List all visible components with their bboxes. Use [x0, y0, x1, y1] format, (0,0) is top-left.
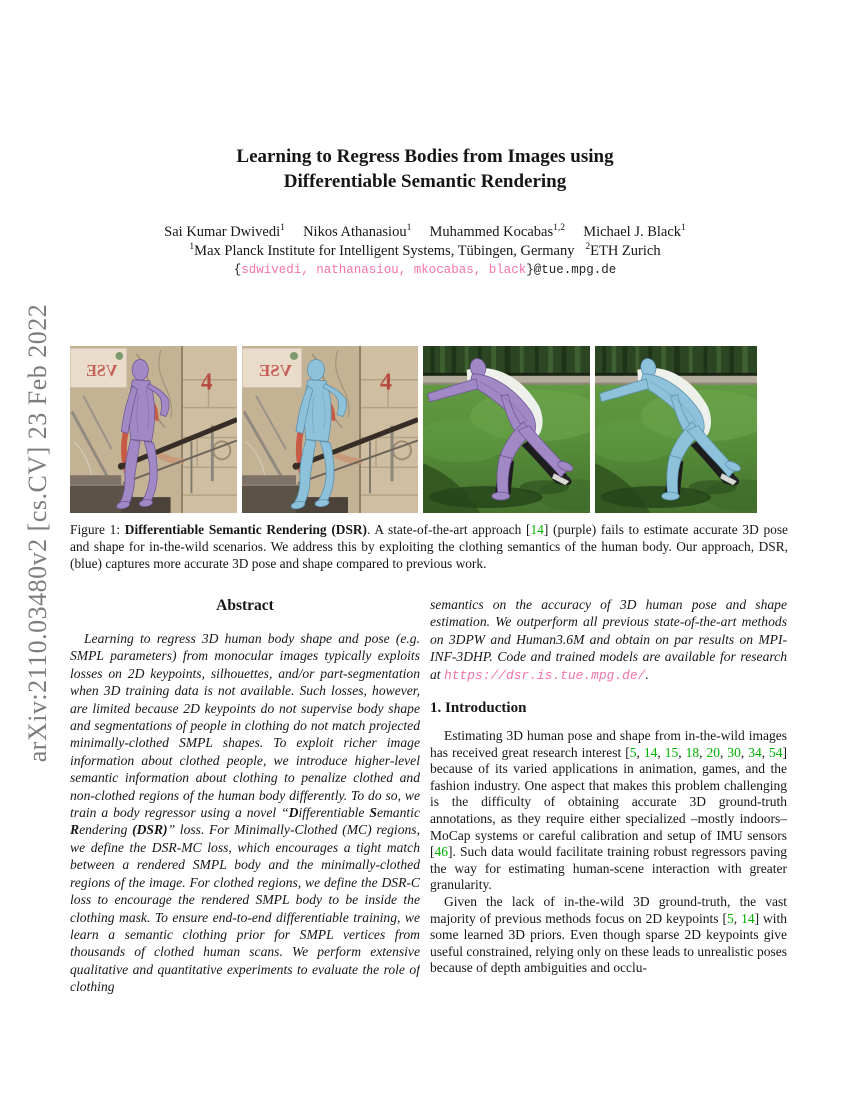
text-segment: ] with some learned 3D priors. Even though sparse 2D keypoints give useful constrained, relying only on these leads to unrealistic poses because of depth ambiguities and occlu-	[430, 910, 787, 976]
text-segment: R	[70, 822, 80, 838]
text-segment: Nikos Athanasiou	[303, 224, 407, 240]
citation-link[interactable]: 15	[664, 744, 679, 760]
text-segment: ] because of its varied applications in animation, games, and the fashion industry. One aspect that makes this problem challenging is the difficulty of obtaining accurate 3D ground-truth annotations, as they require either specialized –mostly indoors– MoCap systems or careful calibration and setup of IMU sensors [	[430, 744, 787, 860]
text-segment: 1	[406, 222, 412, 234]
figure-panel-lawn-blue	[595, 346, 757, 513]
text-segment: {	[233, 263, 242, 277]
citation-link[interactable]: 5	[629, 744, 637, 760]
citation-link[interactable]: 30	[727, 744, 741, 760]
citation-link[interactable]: 18	[685, 744, 700, 760]
hyperlink[interactable]: https://dsr.is.tue.mpg.de/	[443, 667, 646, 683]
text-segment: 1	[280, 222, 285, 234]
title-line-2: Differentiable Semantic Rendering	[283, 171, 567, 192]
text-segment: ,	[719, 744, 728, 760]
text-segment: ] (purple) fails to estimate accurate 3D pose and shape for in-the-wild scenarios. We address this by exploiting the clothing semantics of the human body. Our approach, DSR, (blue) captures more accurate 3D pose and shape compared to previous work.	[70, 522, 788, 572]
text-segment: ]. Such data would facilitate training robust regressors paving the way for estimating human-scene interaction with greater granularity.	[430, 844, 787, 893]
author-line	[0, 224, 850, 241]
citation-link[interactable]: 46	[434, 844, 448, 860]
introduction-heading: 1. Introduction	[430, 700, 527, 717]
text-segment: Differentiable Semantic Rendering (DSR)	[124, 522, 368, 537]
text-segment: ” loss. For Minimally-Clothed (MC) regions, we define the DSR-MC loss, which encourages a tight match between a rendered SMPL body and the minimally-clothed regions of the image. For clothed regions, we define the DSR-C loss to encourage the rendered SMPL body to be inside the clothing mask. To ensure end-to-end differentiable training, we learn a semantic clothing prior for SMPL vertices from thousands of clothed human scans. We perform extensive qualitative and quantitative experiments to evaluate the role of clothing	[70, 822, 420, 995]
figure-caption	[70, 521, 788, 573]
text-segment: Max Planck Institute for Intelligent Systems, Tübingen, Germany	[194, 243, 575, 259]
text-segment: Sai Kumar Dwivedi	[164, 224, 281, 240]
text-segment	[565, 224, 583, 240]
citation-link[interactable]: 5	[726, 910, 734, 926]
affiliation-line	[0, 243, 850, 260]
text-segment: ETH Zurich	[590, 243, 661, 259]
text-segment: Learning to regress 3D human body shape and pose (e.g. SMPL parameters) from monocular images typically exploits losses on 2D keypoints, silhouettes, and/or part-segmentation when 3D training data is not available. Such losses, however, are limited because 2D keypoints do not supervise body shape and segmentations of people in clothing do not match projected minimally-clothed SMPL shapes. To exploit richer image information about clothed people, we introduce higher-level semantic information about clothing to penalize clothed and non-clothed regions of the human body differently. To do so, we train a body regressor using a novel “	[70, 631, 420, 821]
figure-panel-stairs-purple	[70, 346, 237, 513]
citation-link[interactable]: 14	[643, 744, 658, 760]
citation-link[interactable]: 54	[769, 744, 783, 760]
figure-1	[70, 346, 757, 513]
figure-panel-stairs-blue	[242, 346, 418, 513]
text-segment: .	[645, 666, 649, 682]
text-segment: 1	[189, 241, 195, 253]
text-segment: ,	[636, 744, 644, 760]
text-segment: Michael J. Black	[583, 224, 682, 240]
text-segment: ,	[761, 744, 770, 760]
text-segment: emantic	[376, 805, 420, 821]
text-segment: 2	[585, 241, 591, 253]
text-segment: S	[369, 805, 377, 821]
abstract-continuation	[430, 596, 787, 684]
arxiv-banner: arXiv:2110.03480v2 [cs.CV] 23 Feb 2022	[23, 303, 52, 763]
right-column	[430, 596, 787, 1000]
intro-paragraph-2	[430, 894, 787, 977]
text-segment: Given the lack of in-the-wild 3D ground-truth, the vast majority of previous methods focus on 2D keypoints [	[430, 893, 787, 926]
text-segment: Muhammed Kocabas	[429, 224, 554, 240]
text-segment: (DSR)	[132, 822, 168, 838]
text-segment	[574, 243, 585, 259]
intro-paragraph-1	[430, 728, 787, 894]
text-segment	[411, 224, 429, 240]
hyperlink[interactable]: sdwivedi, nathanasiou, mkocabas, black	[241, 263, 527, 277]
abstract-heading: Abstract	[216, 597, 274, 614]
citation-link[interactable]: 14	[741, 910, 755, 926]
text-segment: }@tue.mpg.de	[526, 263, 617, 277]
citation-link[interactable]: 14	[530, 522, 544, 537]
left-column	[70, 596, 420, 1000]
abstract-paragraph	[70, 630, 420, 996]
text-segment: Figure 1:	[70, 522, 125, 537]
text-segment: 1,2	[553, 222, 566, 234]
text-segment	[285, 224, 303, 240]
text-segment: . A state-of-the-art approach [	[367, 522, 531, 537]
citation-link[interactable]: 20	[706, 744, 720, 760]
paper-title	[0, 144, 850, 194]
text-segment: ,	[740, 744, 749, 760]
title-line-1: Learning to Regress Bodies from Images using	[236, 146, 614, 167]
text-segment: ,	[733, 910, 742, 926]
text-segment: 1	[681, 222, 686, 234]
text-segment: ,	[699, 744, 707, 760]
citation-link[interactable]: 34	[748, 744, 762, 760]
figure-panel-lawn-purple	[423, 346, 590, 513]
email-line	[0, 263, 850, 277]
text-segment: semantics on the accuracy of 3D human pose and shape estimation. We outperform all previous state-of-the-art methods on 3DPW and Human3.6M and obtain on par results on MPI-INF-3DHP. Code and trained models are available for research at	[430, 597, 787, 682]
text-segment: ifferentiable	[298, 805, 370, 821]
text-segment: ,	[678, 744, 686, 760]
text-segment: ,	[657, 744, 665, 760]
text-segment: D	[288, 805, 299, 821]
text-segment: endering	[79, 822, 133, 838]
text-segment: Estimating 3D human pose and shape from in-the-wild images has received great research interest [	[430, 728, 787, 760]
